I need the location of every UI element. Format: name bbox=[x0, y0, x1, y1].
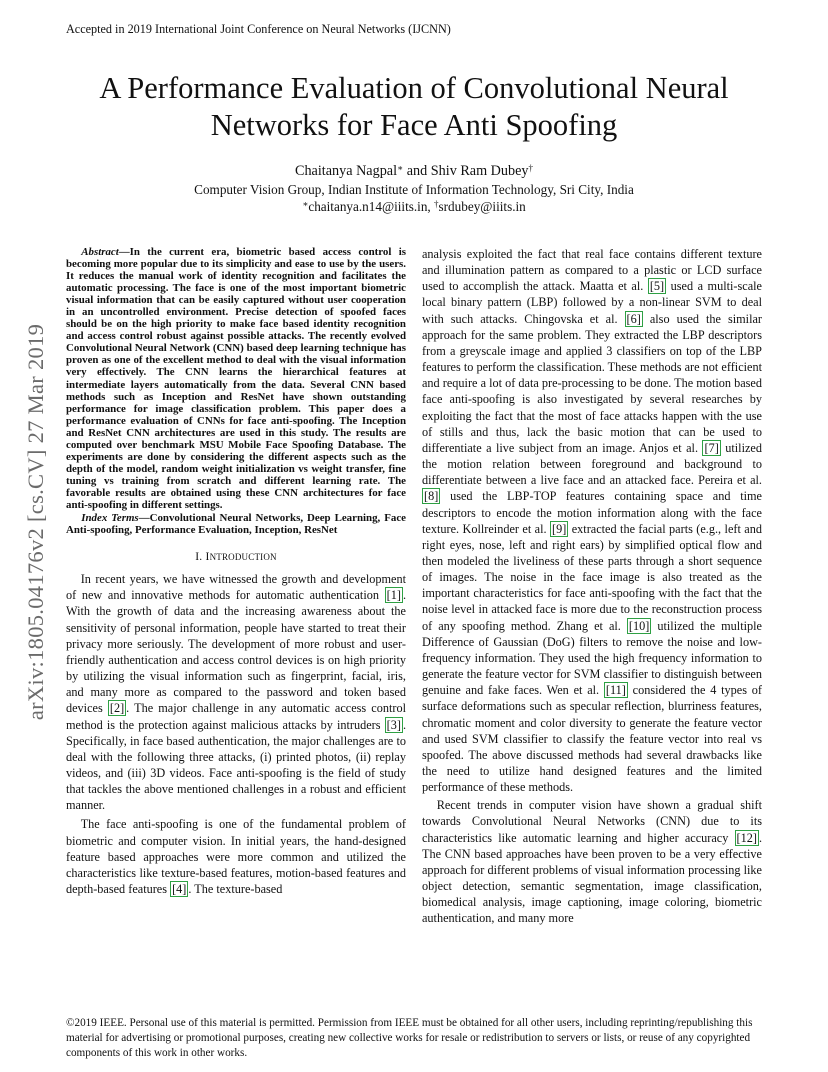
affiliation: Computer Vision Group, Indian Institute of Information Technology, Sri City, India bbox=[194, 182, 634, 197]
text-run: . The CNN based approaches have been proven to be a very effective approach for different problems of visual information processing like object detection, semantic segmentation, image classification, biomedical analysis, image captioning, image coloring, biometric authentication, and many more bbox=[422, 830, 762, 926]
text-run: The face anti-spoofing is one of the fundamental problem of biometric and computer vision. In initial years, the hand-designed feature based approaches were more common and utilized the characteristics like texture-based features, motion-based features and depth-based features bbox=[66, 817, 406, 897]
intro-paragraph-2 bbox=[66, 816, 406, 897]
email-line bbox=[60, 199, 768, 215]
author-2-mark: † bbox=[528, 163, 533, 173]
abstract bbox=[66, 246, 406, 511]
text-run: Recent trends in computer vision have shown a gradual shift towards Convolutional Neural Networks (CNN) due to its characteristics like automatic learning and higher accuracy bbox=[422, 798, 762, 845]
arxiv-stamp-text: arXiv:1805.04176v2 [cs.CV] 27 Mar 2019 bbox=[23, 323, 48, 721]
citation-link[interactable]: [5] bbox=[649, 279, 665, 294]
citation-link[interactable]: [4] bbox=[172, 882, 187, 897]
citation-link[interactable]: [8] bbox=[424, 489, 439, 504]
index-terms-text: —Convolutional Neural Networks, Deep Learning, Face Anti-spoofing, Performance Evaluation, Inception, ResNet bbox=[66, 512, 406, 537]
paper-title: A Performance Evaluation of Convolutional Neural Networks for Face Anti Spoofing bbox=[99, 71, 729, 142]
intro-paragraph-4 bbox=[422, 797, 762, 926]
index-terms bbox=[66, 512, 406, 536]
text-run: also used the similar approach for the same problem. They extracted the LBP descriptors from a greyscale image and applied 3 classifiers on top of the LBP features to perform the classification. These methods are not efficient and require a lot of data pre-processing to be done. The motion based face anti-spoofing is also investigated by several researches by exploiting the fact that the most of face attacks happen with the use of stills and thus, lack the basic motion that can be used to differentiate a live subject from an image. Anjos et al. bbox=[422, 311, 762, 455]
citation-link[interactable]: [11] bbox=[605, 683, 626, 698]
email-1: chaitanya.n14@iiits.in, bbox=[308, 199, 435, 214]
citation-link[interactable]: [3] bbox=[386, 717, 401, 732]
section-initial: I bbox=[205, 550, 210, 564]
email-1-mark: ∗ bbox=[302, 199, 309, 209]
text-run: . Specifically, in face based authentication, the major challenges are to deal with the following three attacks, (i) printed photos, (ii) replay videos, and (iii) 3D videos. Face anti-spoofing is the field of study that tackles the above mentioned challenges in a robust and efficient manner. bbox=[66, 717, 406, 813]
text-run: extracted the facial parts (e.g., left and right eyes, nose, left and right ears) by simplified optical flow and then modeled the liveliness of these parts through a short sequence of images. The noise in the face image is also treated as the important characteristics for face anti-spoofing with the fact that the noise level in attacked face is more due to the reconstruction process of any spoofing method. Zhang et al. bbox=[422, 521, 762, 633]
citation-link[interactable]: [1] bbox=[386, 588, 401, 603]
right-column bbox=[422, 246, 762, 927]
citation-link[interactable]: [10] bbox=[628, 618, 650, 633]
citation-link[interactable]: [6] bbox=[626, 311, 641, 326]
intro-paragraph-3 bbox=[422, 246, 762, 795]
text-run: used a multi-scale local binary pattern (LBP) followed by a non-linear SVM to deal with such attacks. Chingovska et al. bbox=[422, 279, 762, 326]
author-1: Chaitanya Nagpal bbox=[295, 163, 398, 179]
text-run: considered the 4 types of surface deformations such as specular reflection, blurriness features, chromatic moment and color diversity to generate the feature vector and used SVM classifier to classify the feature vector into real vs spoofed. The above discussed methods had several drawbacks like the need to utilize hand designed features and the limited performance of these methods. bbox=[422, 683, 762, 795]
text-run: used the LBP-TOP features containing space and time descriptors to encode the motion information along with the face texture. Kollreinder et al. bbox=[422, 489, 762, 536]
citation-link[interactable]: [2] bbox=[109, 701, 125, 716]
left-column bbox=[66, 246, 406, 897]
text-run: utilized the multiple Difference of Gaussian (DoG) filters to remove the noise and low-frequency information. They used the high frequency information to generate the feature vector for SVM classifier to distinguish between genuine and fake faces. Wen et al. bbox=[422, 618, 762, 698]
text-run: In recent years, we have witnessed the growth and development of new and innovative methods for automatic authentication bbox=[66, 572, 406, 603]
text-run: analysis exploited the fact that real face contains different texture and illumination pattern as compared to a plastic or LCD surface used to accomplish the attack. Maatta et al. bbox=[422, 247, 762, 294]
section-number: I. bbox=[195, 550, 206, 564]
email-2: srdubey@iiits.in bbox=[438, 199, 526, 214]
text-run: . The major challenge in any automatic access control method is the protection against malicious attacks by intruders bbox=[66, 701, 407, 732]
copyright-notice: ©2019 IEEE. Personal use of this material is permitted. Permission from IEEE must be obtained for all other users, including reprinting/republishing this material for advertising or promotional purposes, creating new collective works for resale or redistribution to servers or lists, or reuse of any copyrighted components of this work in other works. bbox=[66, 1017, 753, 1059]
citation-link[interactable]: [12] bbox=[736, 830, 757, 845]
author-line bbox=[60, 163, 768, 180]
text-run: utilized the motion relation between foreground and background to differentiate between a live face and an attacked face. Pereira et al. bbox=[422, 440, 762, 488]
email-2-mark: † bbox=[434, 199, 439, 209]
index-terms-label: Index Terms bbox=[81, 512, 139, 525]
section-rest: NTRODUCTION bbox=[209, 552, 277, 563]
arxiv-stamp bbox=[16, 282, 56, 762]
intro-paragraph-1 bbox=[66, 571, 406, 813]
section-heading-introduction bbox=[66, 550, 406, 563]
citation-link[interactable]: [7] bbox=[704, 440, 719, 455]
citation-link[interactable]: [9] bbox=[552, 521, 567, 536]
conference-note: Accepted in 2019 International Joint Conference on Neural Networks (IJCNN) bbox=[66, 22, 451, 36]
author-2: Shiv Ram Dubey bbox=[430, 163, 529, 179]
author-1-mark: ∗ bbox=[397, 163, 404, 173]
text-run: . With the growth of data and the increasing awareness about the sensitivity of personal information, people have started to treat their privacy more seriously. The development of more robust and user-friendly authentication and access control devices is on high priority by utilizing the visual information such as fingerprint, facial, iris, and many more as compared to the password and token based devices bbox=[66, 588, 406, 716]
text-run: . The texture-based bbox=[188, 882, 283, 897]
abstract-label: Abstract bbox=[81, 246, 119, 258]
abstract-text: —In the current era, biometric based access control is becoming more popular due to its simplicity and ease to use by the users. It reduces the manual work of identity recognition and facilitates the automatic processing. The face is one of the most important biometric visual information that can be easily captured without user cooperation in an uncontrolled environment. Precise detection of spoofed faces should be on the high priority to make face based identity recognition and access control robust against possible attacks. The recently evolved Convolutional Neural Network (CNN) based deep learning technique has proven as one of the excellent method to deal with the visual information very effectively. The CNN learns the hierarchical features at intermediate layers automatically from the data. Several CNN based methods such as Inception and ResNet have shown outstanding performance for image classification problem. This paper does a performance evaluation of CNNs for face anti-spoofing. The Inception and ResNet CNN architectures are used in this study. The results are computed over benchmark MSU Mobile Face Spoofing Database. The experiments are done by considering the different aspects such as the depth of the model, random weight initialization vs weight transfer, fine tuning vs training from scratch and different learning rate. The favorable results are obtained using these CNN architectures for face anti-spoofing in different settings. bbox=[66, 246, 406, 511]
author-conjunction: and bbox=[403, 163, 431, 179]
